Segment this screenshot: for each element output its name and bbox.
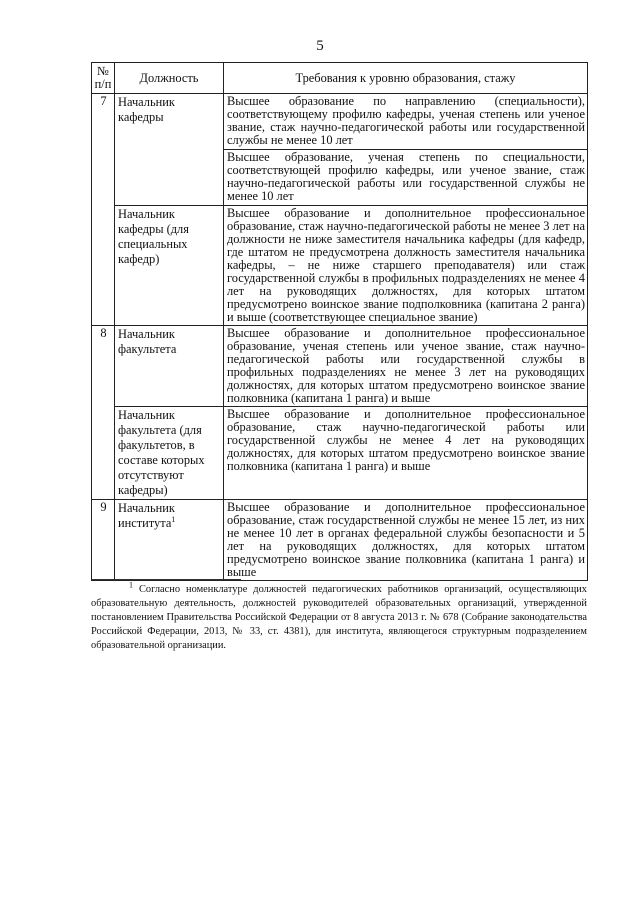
header-position: Должность	[115, 63, 224, 94]
header-num: № п/п	[92, 63, 115, 94]
table-row	[92, 500, 588, 581]
table-header-row	[92, 63, 588, 94]
position-cell: Начальник кафедры (для специальных кафедр)	[115, 206, 224, 326]
table-row	[92, 326, 588, 407]
requirements-cell: Высшее образование и дополнительное профессиональное образование, стаж научно-педагогической работы или государственной службы не менее 4 лет на руководящих должностях, для которых штатом предусмотрено воинское звание полковника (капитана 1 ранга) и выше	[224, 407, 588, 500]
row-number: 9	[92, 500, 115, 581]
requirements-cell: Высшее образование и дополнительное профессиональное образование, ученая степень или ученое звание, стаж научно-педагогической работы или государственной службы в профильных подразделениях не менее 3 лет на руководящих должностях, для которых штатом предусмотрено воинское звание полковника (капитана 1 ранга) и выше	[224, 326, 588, 407]
footnote-mark: 1	[129, 580, 133, 590]
footnote-divider	[91, 579, 241, 580]
requirements-table	[91, 62, 588, 581]
row-number: 8	[92, 326, 115, 500]
row-number: 7	[92, 94, 115, 326]
table-row	[92, 407, 588, 500]
requirements-cell: Высшее образование и дополнительное профессиональное образование, стаж государственной службы не менее 15 лет, из них не менее 10 лет в органах федеральной службы безопасности и 5 лет на руководящих должностях, для которых штатом предусмотрено воинское звание полковника (капитана 1 ранга) и выше	[224, 500, 588, 581]
position-cell: Начальник кафедры	[115, 94, 224, 206]
footnote-reference: 1	[171, 514, 176, 524]
footnote	[91, 580, 587, 653]
position-cell: Начальник факультета (для факультетов, в составе которых отсутствуют кафедры)	[115, 407, 224, 500]
position-label: Начальник института	[118, 501, 175, 530]
table-row	[92, 206, 588, 326]
header-requirements: Требования к уровню образования, стажу	[224, 63, 588, 94]
position-cell	[115, 500, 224, 581]
page-number: 5	[316, 38, 324, 54]
position-cell: Начальник факультета	[115, 326, 224, 407]
requirements-cell: Высшее образование, ученая степень по специальности, соответствующей профилю кафедры, или ученое звание, стаж научно-педагогической работы или государственной службы не менее 10 лет	[224, 150, 588, 206]
footnote-text: Согласно номенклатуре должностей педагогических работников организаций, осуществляющих образовательную деятельность, должностей руководителей образовательных организаций, утвержденной постановлением Правительства Российской Федерации от 8 августа 2013 г. № 678 (Собрание законодательства Российской Федерации, 2013, № 33, ст. 4381), для института, являющегося структурным подразделением образовательной организации.	[91, 584, 587, 651]
table-row	[92, 94, 588, 150]
requirements-cell: Высшее образование по направлению (специальности), соответствующему профилю кафедры, ученая степень или ученое звание, стаж научно-педагогической работы или государственной службы не менее 10 лет	[224, 94, 588, 150]
requirements-cell: Высшее образование и дополнительное профессиональное образование, стаж научно-педагогической работы не менее 3 лет на должности не ниже заместителя начальника кафедры (для кафедр, где штатом не предусмотрена должность заместителя начальника кафедры, – не ниже старшего преподавателя) или стаж государственной службы в профильных подразделениях не менее 4 лет на руководящих должностях, для которых штатом предусмотрено воинское звание подполковника (капитана 2 ранга) и выше (соответствующее специальное звание)	[224, 206, 588, 326]
